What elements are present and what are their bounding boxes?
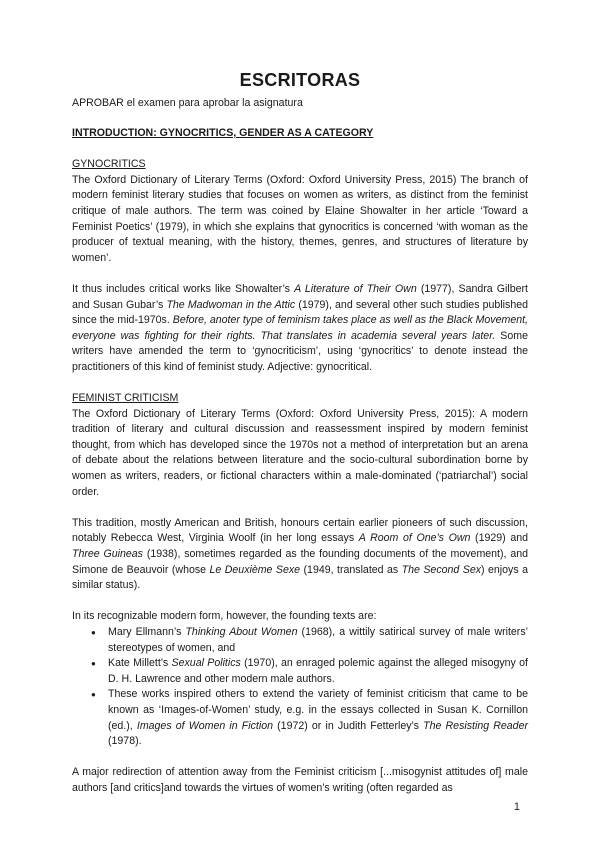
page-title: ESCRITORAS [239,70,361,90]
list-item: ● Kate Millett’s Sexual Politics (1970), an enraged polemic against the alleged misogyny of D. H. Lawrence and other modern male authors. [108,656,528,687]
list-item: ● These works inspired others to extend the variety of feminist criticism that came to be known as ‘Images-of-Women’ study, e.g. in the essays collected in Susan K. Cornillon (ed.), Images of Women in Fiction (1972) or in Judith Fetterley’s The Resisting Reader (1978). [108,687,528,749]
founding-texts-intro: In its recognizable modern form, however, the founding texts are: [72,610,377,623]
feminist-criticism-heading: FEMINIST CRITICISM [72,392,179,405]
page-number: 1 [514,801,520,813]
feminist-criticism-paragraph-4: A major redirection of attention away from the Feminist criticism [...misogynist attitudes of] male authors [and critics]and towards the virtues of women’s writing (often regarded as [72,766,528,794]
feminist-criticism-paragraph-2: This tradition, mostly American and British, honours certain earlier pioneers of such discussion, notably Rebecca West, Virginia Woolf (in her long essays A Room of One’s Own (1929) and Three Guineas (1938), sometimes regarded as the founding documents of the movement), and Simone de Beauvoir (whose Le Deuxième Sexe (1949, translated as The Second Sex) enjoys a similar status). [72,516,528,592]
feminist-criticism-paragraph-1: The Oxford Dictionary of Literary Terms (Oxford: Oxford University Press, 2015): A modern tradition of literary and cultural discussion and reassessment inspired by modern feminist thought, from which has developed since the 1970s not a method of interpretation but an arena of debate about the relations between literature and the socio-cultural subordination borne by women as writers, readers, or fictional characters within a male-dominated (‘patriarchal’) social order. [72,407,528,498]
list-item: ● Mary Ellmann’s Thinking About Women (1968), a wittily satirical survey of male writers’ stereotypes of women, and [108,625,528,656]
section-heading: INTRODUCTION: GYNOCRITICS, GENDER AS A CATEGORY [72,127,374,139]
founding-texts-list [72,625,528,750]
subtitle: APROBAR el examen para aprobar la asignatura [72,97,303,109]
gynocritics-paragraph-2: It thus includes critical works like Showalter’s A Literature of Their Own (1977), Sandra Gilbert and Susan Gubar’s The Madwoman in the Attic (1979), and several other such studies published since the mid-1970s. Before, anoter type of feminism takes place as well as the Black Movement, everyone was fighting for their rights. That translates in academia several years later. Some writers have amended the term to ‘gynocriticism’, using ‘gynocritics’ to denote instead the practitioners of this kind of feminist study. Adjective: gynocritical. [72,282,528,373]
gynocritics-heading: GYNOCRITICS [72,158,146,171]
gynocritics-paragraph-1: The Oxford Dictionary of Literary Terms (Oxford: Oxford University Press, 2015) The branch of modern feminist literary studies that focuses on women as writers, as distinct from the feminist critique of male authors. The term was coined by Elaine Showalter in her article ‘Toward a Feminist Poetics’ (1979), in which she explains that gynocritics is concerned ‘with woman as the producer of textual meaning, with the history, themes, genres, and structures of literature by women’. [72,173,528,264]
document-body [72,126,528,797]
